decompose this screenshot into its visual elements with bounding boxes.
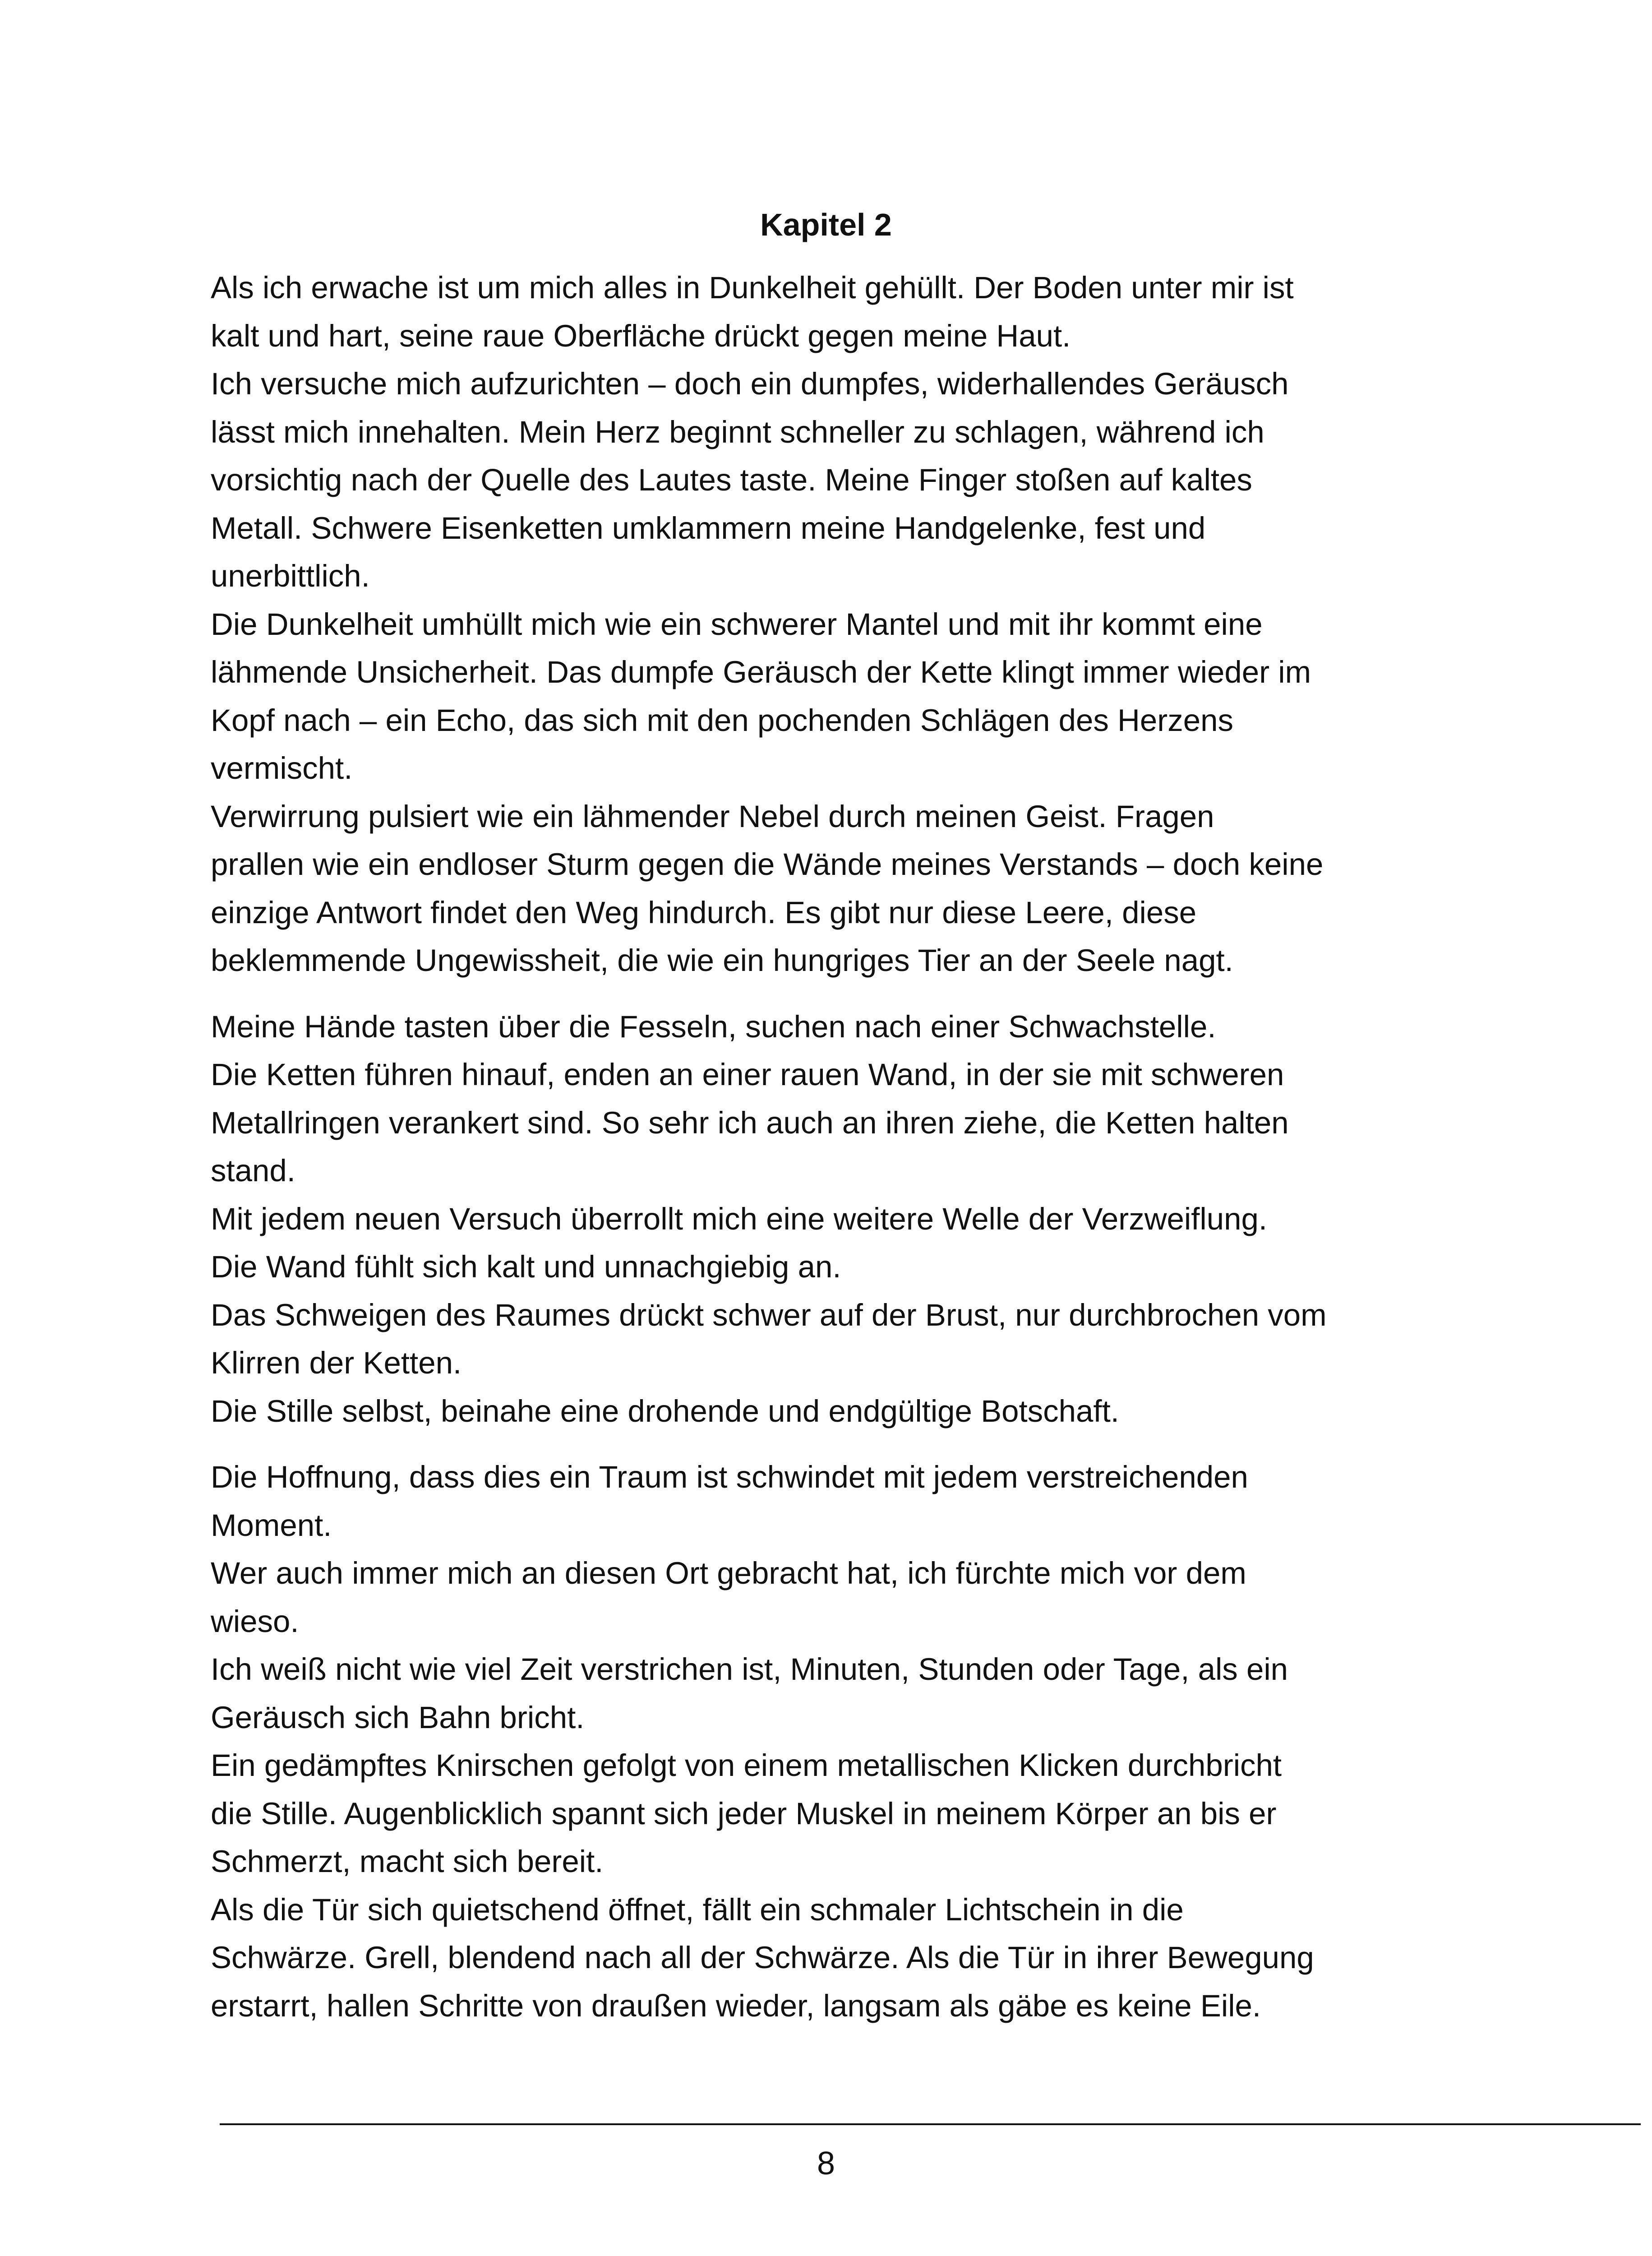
page-number: 8 bbox=[817, 2145, 835, 2182]
text-line: Metall. Schwere Eisenketten umklammern meine Handgelenke, fest und bbox=[211, 510, 1206, 546]
text-line: Geräusch sich Bahn bricht. bbox=[211, 1700, 585, 1735]
text-line: Ich versuche mich aufzurichten – doch ein dumpfes, widerhallendes Geräusch bbox=[211, 366, 1289, 401]
text-line: vorsichtig nach der Quelle des Lautes taste. Meine Finger stoßen auf kaltes bbox=[211, 462, 1252, 497]
text-line: Die Hoffnung, dass dies ein Traum ist schwindet mit jedem verstreichenden bbox=[211, 1460, 1248, 1494]
text-line: Moment. bbox=[211, 1507, 332, 1543]
text-line: wieso. bbox=[211, 1604, 299, 1639]
text-line: Ein gedämpftes Knirschen gefolgt von einem metallischen Klicken durchbricht bbox=[211, 1748, 1282, 1783]
text-line: Die Wand fühlt sich kalt und unnachgiebig an. bbox=[211, 1249, 841, 1284]
text-line: Wer auch immer mich an diesen Ort gebracht hat, ich fürchte mich vor dem bbox=[211, 1556, 1246, 1590]
footer-divider bbox=[220, 2123, 1641, 2125]
text-line: kalt und hart, seine raue Oberfläche drückt gegen meine Haut. bbox=[211, 318, 1071, 353]
text-line: Als ich erwache ist um mich alles in Dunkelheit gehüllt. Der Boden unter mir ist bbox=[211, 270, 1294, 305]
text-line: Das Schweigen des Raumes drückt schwer auf der Brust, nur durchbrochen vom bbox=[211, 1297, 1327, 1332]
text-line: lässt mich innehalten. Mein Herz beginnt schneller zu schlagen, während ich bbox=[211, 414, 1264, 449]
text-line: lähmende Unsicherheit. Das dumpfe Geräusch der Kette klingt immer wieder im bbox=[211, 655, 1311, 689]
chapter-body bbox=[211, 264, 1456, 2030]
text-line: Verwirrung pulsiert wie ein lähmender Nebel durch meinen Geist. Fragen bbox=[211, 799, 1214, 834]
text-line: erstarrt, hallen Schritte von draußen wieder, langsam als gäbe es keine Eile. bbox=[211, 1988, 1261, 2023]
paragraph-2 bbox=[211, 1003, 1456, 1436]
text-line: Metallringen verankert sind. So sehr ich auch an ihren ziehe, die Ketten halten bbox=[211, 1105, 1289, 1140]
text-line: Ich weiß nicht wie viel Zeit verstrichen ist, Minuten, Stunden oder Tage, als ein bbox=[211, 1652, 1288, 1687]
text-line: die Stille. Augenblicklich spannt sich jeder Muskel in meinem Körper an bis er bbox=[211, 1796, 1277, 1831]
chapter-title: Kapitel 2 bbox=[760, 207, 892, 242]
text-line: Die Stille selbst, beinahe eine drohende und endgültige Botschaft. bbox=[211, 1393, 1119, 1428]
text-line: Mit jedem neuen Versuch überrollt mich eine weitere Welle der Verzweiflung. bbox=[211, 1201, 1268, 1236]
text-line: einzige Antwort findet den Weg hindurch. Es gibt nur diese Leere, diese bbox=[211, 895, 1197, 930]
text-line: Als die Tür sich quietschend öffnet, fällt ein schmaler Lichtschein in die bbox=[211, 1892, 1184, 1927]
text-line: Die Dunkelheit umhüllt mich wie ein schwerer Mantel und mit ihr kommt eine bbox=[211, 606, 1263, 642]
text-line: Schwärze. Grell, blendend nach all der Schwärze. Als die Tür in ihrer Bewegung bbox=[211, 1940, 1314, 1975]
text-line: Meine Hände tasten über die Fesseln, suchen nach einer Schwachstelle. bbox=[211, 1009, 1216, 1044]
text-line: beklemmende Ungewissheit, die wie ein hungriges Tier an der Seele nagt. bbox=[211, 943, 1233, 978]
text-line: stand. bbox=[211, 1153, 295, 1188]
text-line: unerbittlich. bbox=[211, 559, 370, 593]
paragraph-3 bbox=[211, 1453, 1456, 2030]
text-line: prallen wie ein endloser Sturm gegen die Wände meines Verstands – doch keine bbox=[211, 847, 1324, 882]
text-line: vermischt. bbox=[211, 751, 353, 786]
text-line: Klirren der Ketten. bbox=[211, 1345, 462, 1380]
text-line: Schmerzt, macht sich bereit. bbox=[211, 1844, 604, 1879]
paragraph-1 bbox=[211, 264, 1456, 985]
text-line: Kopf nach – ein Echo, das sich mit den pochenden Schlägen des Herzens bbox=[211, 703, 1233, 738]
text-line: Die Ketten führen hinauf, enden an einer rauen Wand, in der sie mit schweren bbox=[211, 1057, 1284, 1092]
